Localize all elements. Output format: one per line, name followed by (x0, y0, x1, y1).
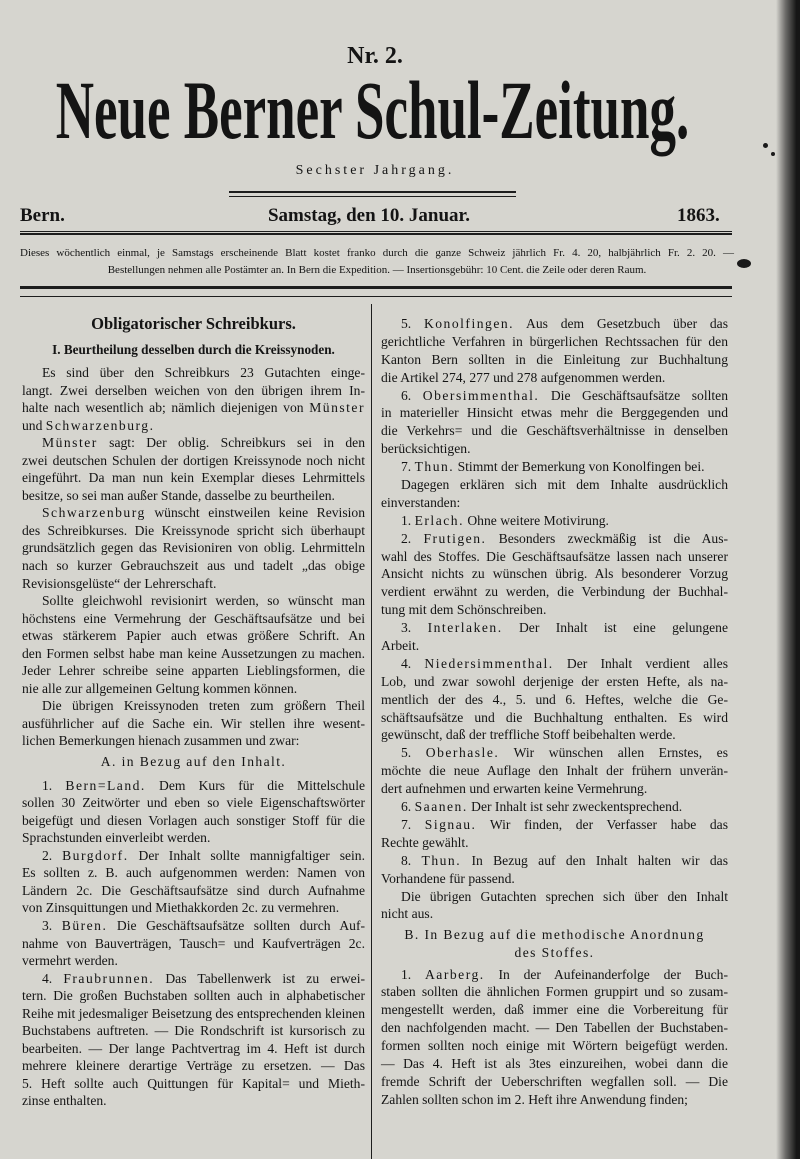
text-line: gewünscht, daß der treffliche Stoff beibehalten werde. (381, 727, 676, 743)
text-line: Kanton Bern sollten in die Einleitung zur Buchhaltung (381, 351, 728, 367)
section-heading-line: B. In Bezug auf die methodische Anordnung (404, 926, 705, 942)
emphasized-name: Obersimmenthal. (422, 387, 540, 403)
subscription-notice-line: Dieses wöchentlich einmal, je Samstags erscheinende Blatt kostet franko durch die ganze Schweiz jährlich Fr. 4. 20, halbjährlich Fr. 2. 20. — (20, 247, 734, 259)
text-line (22, 847, 365, 865)
paragraph (22, 970, 365, 1110)
text-line: einverstanden: (381, 494, 461, 510)
text-line: des Schreibkurses. Die Kreissynode spricht sich überhaupt (22, 522, 365, 538)
text-line: Sollte gleichwohl revisionirt werden, so wünscht man (42, 593, 365, 609)
text-segment: Aus dem Gesetzbuch über das (514, 316, 729, 331)
text-line: den nachfolgenden macht. — Den Tabellen der Buchstaben- (381, 1020, 728, 1036)
paragraph (381, 655, 728, 744)
text-line (22, 434, 365, 452)
paragraph (381, 744, 728, 798)
newspaper-title: Neue Berner Schul-Zeitung. (55, 66, 690, 157)
ink-speck (763, 143, 768, 148)
text-line (381, 530, 728, 548)
section-heading-line: des Stoffes. (514, 944, 595, 960)
right-column (381, 315, 728, 1109)
text-line: berücksichtigen. (381, 441, 471, 457)
emphasized-name: Oberhasle. (425, 745, 500, 761)
text-line: dert aufnehmen und erwarten keine Vermehrung. (381, 781, 648, 797)
paragraph (381, 315, 728, 387)
text-line (381, 619, 728, 637)
paragraph (381, 888, 728, 924)
text-line: höchstens eine Vermehrung der Geschäftsaufsätze und bei (22, 610, 365, 626)
paragraph (22, 777, 365, 847)
text-line: vermehrt werden. (22, 953, 118, 969)
emphasized-name: Büren. (61, 917, 108, 933)
text-line: zwei deutschen Schulen der dortigen Kreissynode noch nicht (22, 452, 365, 468)
emphasized-name: Münster (309, 400, 365, 416)
text-line: mehrere kleinere derartige Verträge zu ersetzen. — Das (22, 1058, 365, 1074)
text-line: nahme von Bauverträgen, Tausch= und Kaufverträgen 2c. (22, 935, 365, 951)
paragraph (381, 476, 728, 512)
notice-rule-thin (20, 296, 732, 297)
text-line (381, 966, 728, 984)
paragraph (381, 966, 728, 1109)
dateline-year: 1863. (677, 205, 720, 226)
text-segment: 8. (401, 852, 422, 868)
paragraph (22, 364, 365, 434)
ink-speck (771, 152, 775, 156)
text-segment: Dem Kurs für die Mittelschule (145, 777, 366, 793)
text-line: Lob, und zwar sowohl derjenige der ersten Hefte, als na- (381, 673, 728, 689)
ink-blot (737, 259, 751, 268)
text-line: etwas stärkerem Papier auch etwas größere Schrift. An (22, 628, 365, 644)
text-line: Reihe mit jedesmaliger Beisetzung des entsprechenden kleinen (22, 1005, 365, 1021)
paragraph (381, 530, 728, 619)
text-line: von Zinsquittungen und Miethakkorden 2c. zu vermehren. (22, 900, 340, 916)
text-segment: wünscht einstweilen keine Revision (145, 505, 365, 521)
emphasized-name: Schwarzenburg (42, 505, 146, 521)
text-line: Zahlen sollten schon im 2. Heft ihre Anwendung finden; (381, 1091, 688, 1107)
text-segment: 6. (401, 387, 423, 403)
text-line: staben sollten die ähnlichen Formen gruppirt und so zusam- (381, 984, 728, 1000)
left-column (22, 313, 365, 1110)
text-segment: 3. (42, 917, 62, 933)
text-line (381, 655, 728, 673)
emphasized-name: Thun. (421, 852, 462, 868)
text-segment: 5. (401, 745, 426, 761)
paragraph (22, 697, 365, 750)
text-segment: Der Inhalt verdient alles (553, 655, 728, 671)
text-line: die Verkehrs= und die Geschäftsverhältnisse in denselben (381, 423, 728, 439)
text-line (381, 315, 728, 333)
text-line (381, 798, 728, 816)
text-segment: 7. (401, 816, 425, 832)
text-line: Ansicht nichts zu wünschen übrig. Als besonderer Vorzug (381, 566, 728, 582)
text-line (381, 458, 728, 476)
text-line: verdient erwähnt zu werden, die Verbindung der Buchhal- (381, 584, 728, 600)
text-line (22, 417, 365, 435)
text-segment: und (22, 417, 46, 433)
text-segment: 7. (401, 459, 415, 475)
masthead-rule-upper (229, 191, 516, 193)
text-segment: Wir finden, der Verfasser habe das (476, 816, 728, 832)
paragraph (381, 798, 728, 816)
text-segment: 1. (42, 777, 66, 793)
text-segment: Ohne weitere Motivirung. (463, 512, 609, 528)
text-line: Vorhandene für passend. (381, 870, 515, 886)
text-segment: In Bezug auf den Inhalt halten wir das (461, 852, 728, 868)
text-segment: 4. (401, 655, 425, 671)
text-line: fremde Schrift der Ueberschriften wegfallen soll. — Die (381, 1073, 728, 1089)
text-line (381, 744, 728, 762)
notice-rule-thick (20, 286, 732, 289)
text-segment: 6. (401, 799, 415, 815)
column-divider (371, 304, 372, 1159)
text-segment: Wir wünschen allen Ernstes, es (499, 745, 728, 761)
text-segment: . (149, 417, 154, 433)
paragraph (381, 619, 728, 655)
emphasized-name: Aarberg. (424, 966, 485, 982)
text-line (22, 504, 365, 522)
text-segment: Der Inhalt ist eine gelungene (502, 620, 728, 636)
text-line: Arbeit. (381, 638, 420, 654)
text-line: beigefügt und diesen Vorlagen auch sonstiger Stoff für die (22, 812, 365, 828)
text-line: den Formen selbst habe man keine Aussetzungen zu machen. (22, 645, 365, 661)
paragraph (22, 847, 365, 917)
scan-edge-shadow (776, 0, 800, 1159)
text-segment: 1. (401, 966, 425, 982)
text-segment: Die Geschäftsaufsätze sollten (539, 387, 728, 403)
text-line: die Artikel 274, 277 und 278 aufgenommen werden. (381, 369, 666, 385)
paragraph (22, 917, 365, 970)
text-line: Dagegen erklären sich mit dem Inhalte ausdrücklich (401, 477, 728, 493)
text-line (381, 852, 728, 870)
text-line (22, 970, 365, 988)
text-line: tung mit dem Schönschreiben. (381, 602, 547, 618)
text-line (22, 917, 365, 935)
text-line (381, 816, 728, 834)
text-segment: sagt: Der oblig. Schreibkurs sei in den (97, 435, 365, 451)
text-segment: 4. (42, 970, 64, 986)
text-line: Die übrigen Gutachten sprechen sich über den Inhalt (401, 888, 728, 904)
text-line: Die übrigen Kreissynoden treten zum größern Theil (42, 698, 365, 714)
text-line (22, 399, 365, 417)
text-line: tern. Die großen Buchstaben sollten auch in alphabetischer (22, 988, 365, 1004)
text-line: wahl des Stoffes. Die Geschäftsaufsätze lassen nach unserer (381, 548, 728, 564)
text-line (22, 777, 365, 795)
text-line: — Das 4. Heft ist als 3tes einzureihen, wobei dann die (381, 1056, 728, 1072)
text-line: bearbeiten. — Der lange Pachtvertrag im 4. Heft ist durch (22, 1040, 365, 1056)
text-line: eingeführt. Da man nun kein Exemplar dieses Lehrmittels (22, 470, 365, 486)
text-segment: Stimmt der Bemerkung von Konolfingen bei. (454, 459, 705, 475)
text-segment: 1. (401, 512, 415, 528)
text-segment: Das Tabellenwerk ist zu erwei- (154, 970, 365, 986)
dateline-rule-thick (20, 233, 732, 235)
text-line: zinse enthalten. (22, 1093, 107, 1109)
paragraph (22, 592, 365, 697)
text-line: mentlich der des 4., 5. und 6. Heftes, welche die Ge- (381, 691, 728, 707)
text-line: in materieller Hinsicht etwas mehr die Berggegenden und (381, 405, 728, 421)
emphasized-name: Erlach. (414, 512, 464, 528)
article-title: Obligatorischer Schreibkurs. (91, 314, 296, 333)
section-heading (381, 926, 728, 962)
text-segment: 5. (401, 316, 424, 331)
text-line: Revisionsgelüste“ der Lehrerschaft. (22, 575, 217, 591)
text-line: Buchstabens auftreten. — Die Rondschrift ist kursorisch zu (22, 1023, 365, 1039)
text-line: nie alle zur allgemeinen Geltung kommen können. (22, 680, 298, 696)
text-line: Sprachstunden einverleibt werden. (22, 830, 211, 846)
paragraph (381, 387, 728, 459)
emphasized-name: Münster (42, 435, 98, 451)
text-line: Es sollten z. B. auch aufgenommen werden: Namen von (22, 865, 365, 881)
paragraph (381, 816, 728, 852)
text-segment: Der Inhalt sollte mannigfaltiger sein. (128, 847, 365, 863)
text-segment: Der Inhalt ist sehr zweckentsprechend. (467, 799, 683, 815)
emphasized-name: Thun. (414, 459, 455, 475)
newspaper-title-block (40, 66, 705, 157)
text-line: mengestellt werden, daß immer eine die Vorbereitung für (381, 1002, 728, 1018)
text-line: besitze, so sei man außer Stande, dasselbe zu beurtheilen. (22, 487, 335, 503)
text-line: langt. Zwei derselben weichen von den übrigen ihrem In- (22, 382, 365, 398)
text-line: formen sollten noch einige mit Wörtern beigefügt werden. (381, 1038, 728, 1054)
volume-label: Sechster Jahrgang. (295, 163, 455, 178)
dateline-date: Samstag, den 10. Januar. (267, 205, 470, 226)
text-line: nicht aus. (381, 906, 434, 922)
text-line: ausführlicher auf die Sache ein. Wir stellen ihre wesent- (22, 715, 365, 731)
text-line: schäftsaufsätze und die Buchhaltung enthalten. Es wird (381, 709, 728, 725)
text-line: nach so kurzer Gebrauchszeit aus und tadelt „das obige (22, 558, 365, 574)
emphasized-name: Frutigen. (423, 530, 487, 546)
paragraph (22, 504, 365, 592)
masthead-rule-lower (229, 196, 516, 197)
text-line: möchte die neue Auflage den Inhalt der frühern unverän- (381, 763, 728, 779)
section-heading-line: A. in Bezug auf den Inhalt. (100, 754, 287, 770)
subscription-notice-line: Bestellungen nehmen alle Postämter an. In Bern die Expedition. — Insertionsgebühr: 10 Cent. die Zeile oder deren Raum. (107, 264, 647, 276)
text-segment: 2. (401, 530, 424, 546)
text-segment: Besonders zweckmäßig ist die Aus- (486, 530, 729, 546)
text-line: Ländern 2c. Die Geschäftsaufsätze sind durch Aufnahme (22, 882, 365, 898)
paragraph (22, 434, 365, 504)
paragraph (381, 852, 728, 888)
text-line: Rechte gewählt. (381, 834, 469, 850)
section-heading (22, 753, 365, 771)
emphasized-name: Schwarzenburg (45, 417, 150, 433)
text-line: sollen 30 Zeitwörter und eben so viele Eigenschaftswörter (22, 795, 365, 811)
text-line (381, 512, 728, 530)
text-segment: halte nach wesentlich ab; nämlich diejenigen von (22, 400, 310, 416)
text-line: grundsätzlich gegen das Revisioniren von oblig. Lehrmitteln (22, 540, 365, 556)
text-line: lichen Bemerkungen hienach zusammen und zwar: (22, 733, 300, 749)
text-segment: In der Aufeinanderfolge der Buch- (484, 966, 728, 982)
emphasized-name: Konolfingen. (423, 316, 515, 331)
dateline-place: Bern. (20, 205, 65, 226)
text-segment: 3. (401, 620, 428, 636)
emphasized-name: Niedersimmenthal. (424, 655, 554, 671)
text-segment: Die Geschäftsaufsätze sollten durch Auf- (107, 917, 366, 933)
text-line: gerichtliche Verfahren in bürgerlichen Rechtssachen für den (381, 333, 728, 349)
text-line: Jeder Lehrer schreibe seine apparten Lieblingsformen, die (22, 663, 365, 679)
text-line: 5. Heft sollte auch Quittungen für Kapital= und Mieth- (22, 1075, 365, 1091)
emphasized-name: Signau. (424, 816, 477, 832)
paragraph (381, 458, 728, 476)
issue-number: Nr. 2. (347, 43, 403, 69)
dateline-rule-thin (20, 231, 732, 232)
emphasized-name: Bern=Land. (65, 777, 146, 793)
text-segment: 2. (42, 847, 63, 863)
article-subtitle: I. Beurtheilung desselben durch die Kreissynoden. (52, 342, 335, 357)
emphasized-name: Interlaken. (427, 620, 503, 636)
emphasized-name: Fraubrunnen. (63, 970, 155, 986)
emphasized-name: Saanen. (414, 799, 468, 815)
text-line: Es sind über den Schreibkurs 23 Gutachten einge- (42, 365, 365, 380)
emphasized-name: Burgdorf. (62, 847, 129, 863)
paragraph (381, 512, 728, 530)
text-line (381, 387, 728, 405)
